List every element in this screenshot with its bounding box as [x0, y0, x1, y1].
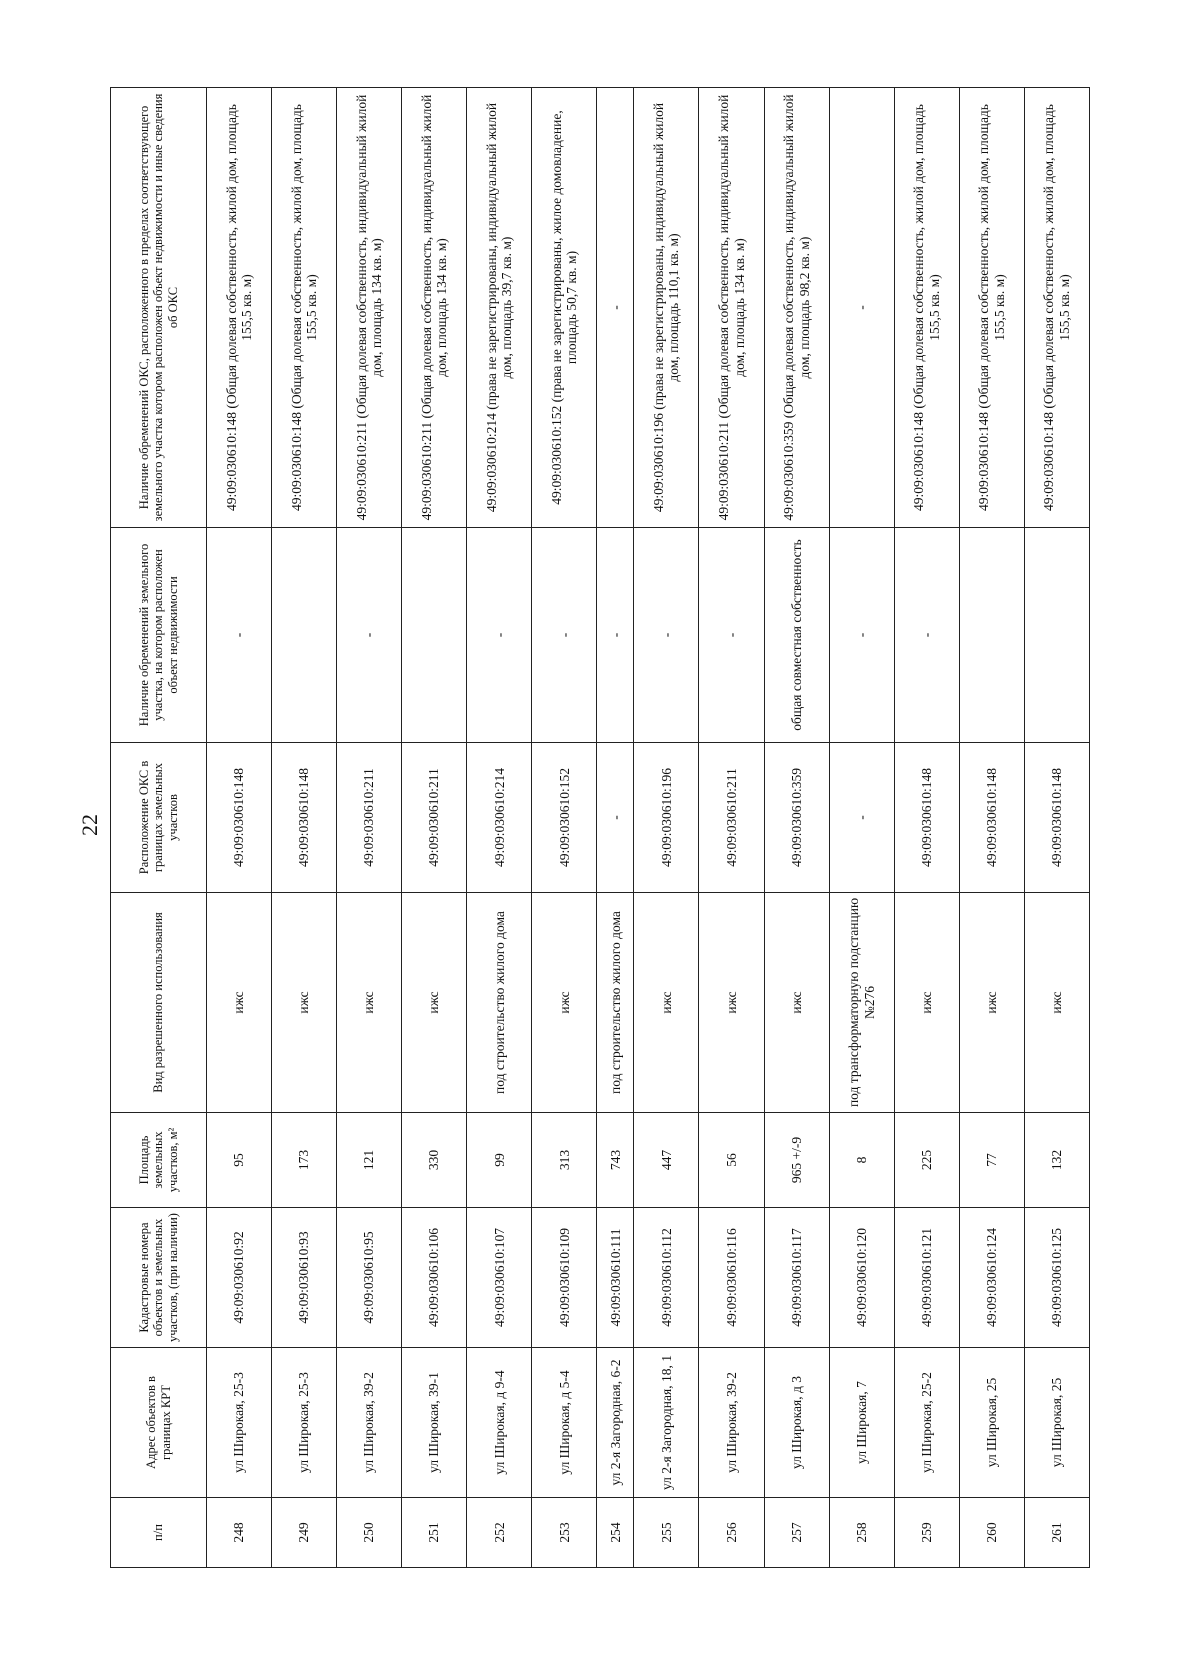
table-cell: ул Широкая, 25-3 — [207, 1348, 272, 1498]
table-cell: 261 — [1024, 1498, 1089, 1568]
table-cell: 49:09:030610:148 — [207, 743, 272, 893]
table-cell: 49:09:030610:106 — [402, 1208, 467, 1348]
table-cell: 49:09:030610:211 — [337, 743, 402, 893]
table-cell: 49:09:030610:359 (Общая долевая собственность, индивидуальный жилой дом, площадь 98,2 кв. м) — [764, 88, 829, 528]
table-row — [272, 88, 337, 1568]
table-cell: 49:09:030610:121 — [894, 1208, 959, 1348]
table-cell: 49:09:030610:214 — [467, 743, 532, 893]
table-cell: 250 — [337, 1498, 402, 1568]
table-cell: 95 — [207, 1113, 272, 1208]
rotated-table-container — [110, 88, 1090, 1568]
table-cell: 255 — [634, 1498, 699, 1568]
table-cell: - — [532, 528, 597, 743]
table-cell: ул Широкая, 39-2 — [337, 1348, 402, 1498]
table-cell: 49:09:030610:148 (Общая долевая собственность, жилой дом, площадь 155,5 кв. м) — [959, 88, 1024, 528]
table-row — [959, 88, 1024, 1568]
table-cell: ул 2-я Загородная, 18, 1 — [634, 1348, 699, 1498]
table-cell: ул Широкая, 25-3 — [272, 1348, 337, 1498]
table-cell: - — [207, 528, 272, 743]
table-cell: 252 — [467, 1498, 532, 1568]
table-cell: 99 — [467, 1113, 532, 1208]
table-cell: ижс — [337, 893, 402, 1113]
table-cell: ул Широкая, 39-2 — [699, 1348, 764, 1498]
table-row — [894, 88, 959, 1568]
table-cell: 260 — [959, 1498, 1024, 1568]
table-cell: ижс — [699, 893, 764, 1113]
table-cell: ижс — [1024, 893, 1089, 1113]
table-cell: 121 — [337, 1113, 402, 1208]
table-cell: ул Широкая, 25 — [1024, 1348, 1089, 1498]
header-cell: Наличие обременений ОКС, расположенного в пределах соответствующего земельного участка котором расположен объект недвижимости и иные сведения об ОКС — [111, 88, 207, 528]
table-cell: общая совместная собственность — [764, 528, 829, 743]
table-cell: - — [337, 528, 402, 743]
table-cell: 254 — [597, 1498, 634, 1568]
table-cell: ижс — [634, 893, 699, 1113]
table-cell: 49:09:030610:211 (Общая долевая собственность, индивидуальный жилой дом, площадь 134 кв. м) — [699, 88, 764, 528]
table-row — [764, 88, 829, 1568]
table-cell: 8 — [829, 1113, 894, 1208]
table-cell: ул 2-я Загородная, 6-2 — [597, 1348, 634, 1498]
table-cell: 49:09:030610:359 — [764, 743, 829, 893]
table-cell: 249 — [272, 1498, 337, 1568]
table-cell — [959, 528, 1024, 743]
table-cell: 49:09:030610:111 — [597, 1208, 634, 1348]
table-row — [597, 88, 634, 1568]
table-cell: 49:09:030610:148 (Общая долевая собственность, жилой дом, площадь 155,5 кв. м) — [207, 88, 272, 528]
table-cell: 49:09:030610:148 — [1024, 743, 1089, 893]
header-cell: Вид разрешенного использования — [111, 893, 207, 1113]
table-row — [699, 88, 764, 1568]
table-row — [337, 88, 402, 1568]
table-cell: ижс — [207, 893, 272, 1113]
table-cell: 49:09:030610:148 — [959, 743, 1024, 893]
table-cell: 49:09:030610:214 (права не зарегистрированы, индивидуальный жилой дом, площадь 39,7 кв. м) — [467, 88, 532, 528]
header-cell: Наличие обременений земельного участка, на котором расположен объект недвижимости — [111, 528, 207, 743]
table-cell: 49:09:030610:148 (Общая долевая собственность, жилой дом, площадь 155,5 кв. м) — [894, 88, 959, 528]
table-cell: ул Широкая, д 9-4 — [467, 1348, 532, 1498]
page-number: 22 — [77, 814, 102, 836]
table-cell: - — [597, 88, 634, 528]
table-cell — [1024, 528, 1089, 743]
table-cell: 77 — [959, 1113, 1024, 1208]
table-cell: ижс — [764, 893, 829, 1113]
table-cell: 49:09:030610:124 — [959, 1208, 1024, 1348]
objects-table — [110, 87, 1090, 1568]
table-cell: 49:09:030610:107 — [467, 1208, 532, 1348]
table-cell: 965 +/-9 — [764, 1113, 829, 1208]
table-cell: 49:09:030610:211 (Общая долевая собственность, индивидуальный жилой дом, площадь 134 кв. м) — [337, 88, 402, 528]
table-cell: 257 — [764, 1498, 829, 1568]
table-cell: 49:09:030610:93 — [272, 1208, 337, 1348]
table-cell: ижс — [959, 893, 1024, 1113]
table-row — [207, 88, 272, 1568]
table-cell: ул Широкая, 7 — [829, 1348, 894, 1498]
table-row — [467, 88, 532, 1568]
table-cell: 56 — [699, 1113, 764, 1208]
table-cell: ул Широкая, д 3 — [764, 1348, 829, 1498]
table-cell: 256 — [699, 1498, 764, 1568]
header-cell: Площадь земельных участков, м² — [111, 1113, 207, 1208]
table-cell: 49:09:030610:211 — [699, 743, 764, 893]
table-cell: - — [699, 528, 764, 743]
table-cell: 49:09:030610:152 — [532, 743, 597, 893]
table-cell: 49:09:030610:196 (права не зарегистрированы, индивидуальный жилой дом, площадь 110,1 кв. м) — [634, 88, 699, 528]
table-cell: 49:09:030610:116 — [699, 1208, 764, 1348]
table-cell: 225 — [894, 1113, 959, 1208]
table-cell: ул Широкая, 39-1 — [402, 1348, 467, 1498]
table-cell: ижс — [402, 893, 467, 1113]
table-header-row — [111, 88, 207, 1568]
table-cell: 248 — [207, 1498, 272, 1568]
table-cell: под трансформаторную подстанцию №276 — [829, 893, 894, 1113]
table-cell: 49:09:030610:196 — [634, 743, 699, 893]
table-cell: 259 — [894, 1498, 959, 1568]
table-cell: 49:09:030610:117 — [764, 1208, 829, 1348]
table-cell: 49:09:030610:211 — [402, 743, 467, 893]
table-row — [402, 88, 467, 1568]
table-cell: 49:09:030610:112 — [634, 1208, 699, 1348]
header-cell: Кадастровые номера объектов и земельных участков, (при наличии) — [111, 1208, 207, 1348]
table-row — [1024, 88, 1089, 1568]
table-cell: под строительство жилого дома — [467, 893, 532, 1113]
table-cell: ижс — [532, 893, 597, 1113]
table-cell: ул Широкая, д 5-4 — [532, 1348, 597, 1498]
table-cell: 49:09:030610:148 (Общая долевая собственность, жилой дом, площадь 155,5 кв. м) — [272, 88, 337, 528]
header-cell: Адрес объектов в границах КРТ — [111, 1348, 207, 1498]
table-cell: 253 — [532, 1498, 597, 1568]
table-cell: 173 — [272, 1113, 337, 1208]
table-cell: 49:09:030610:92 — [207, 1208, 272, 1348]
table-cell: 447 — [634, 1113, 699, 1208]
table-row — [829, 88, 894, 1568]
table-cell: - — [894, 528, 959, 743]
table-cell: 49:09:030610:152 (права не зарегистрированы, жилое домовладение, площадь 50,7 кв. м) — [532, 88, 597, 528]
table-cell: - — [829, 743, 894, 893]
header-cell: Расположение ОКС в границах земельных участков — [111, 743, 207, 893]
table-cell: 258 — [829, 1498, 894, 1568]
table-cell: - — [467, 528, 532, 743]
table-cell — [272, 528, 337, 743]
table-cell: - — [597, 743, 634, 893]
table-cell: 251 — [402, 1498, 467, 1568]
table-row — [532, 88, 597, 1568]
table-cell: - — [829, 88, 894, 528]
table-cell: ижс — [894, 893, 959, 1113]
table-cell: - — [829, 528, 894, 743]
table-cell: 743 — [597, 1113, 634, 1208]
table-cell: 49:09:030610:211 (Общая долевая собственность, индивидуальный жилой дом, площадь 134 кв. м) — [402, 88, 467, 528]
table-cell: 49:09:030610:125 — [1024, 1208, 1089, 1348]
table-cell: 49:09:030610:109 — [532, 1208, 597, 1348]
table-cell: ул Широкая, 25 — [959, 1348, 1024, 1498]
table-cell: ижс — [272, 893, 337, 1113]
table-cell — [402, 528, 467, 743]
table-cell: 132 — [1024, 1113, 1089, 1208]
table-cell: 49:09:030610:148 — [894, 743, 959, 893]
table-cell: 49:09:030610:95 — [337, 1208, 402, 1348]
table-cell: 313 — [532, 1113, 597, 1208]
table-cell: 330 — [402, 1113, 467, 1208]
table-cell: - — [634, 528, 699, 743]
table-cell: 49:09:030610:148 (Общая долевая собственность, жилой дом, площадь 155,5 кв. м) — [1024, 88, 1089, 528]
table-cell: 49:09:030610:148 — [272, 743, 337, 893]
table-cell: - — [597, 528, 634, 743]
header-cell: п/п — [111, 1498, 207, 1568]
table-row — [634, 88, 699, 1568]
table-cell: 49:09:030610:120 — [829, 1208, 894, 1348]
table-cell: под строительство жилого дома — [597, 893, 634, 1113]
table-cell: ул Широкая, 25-2 — [894, 1348, 959, 1498]
